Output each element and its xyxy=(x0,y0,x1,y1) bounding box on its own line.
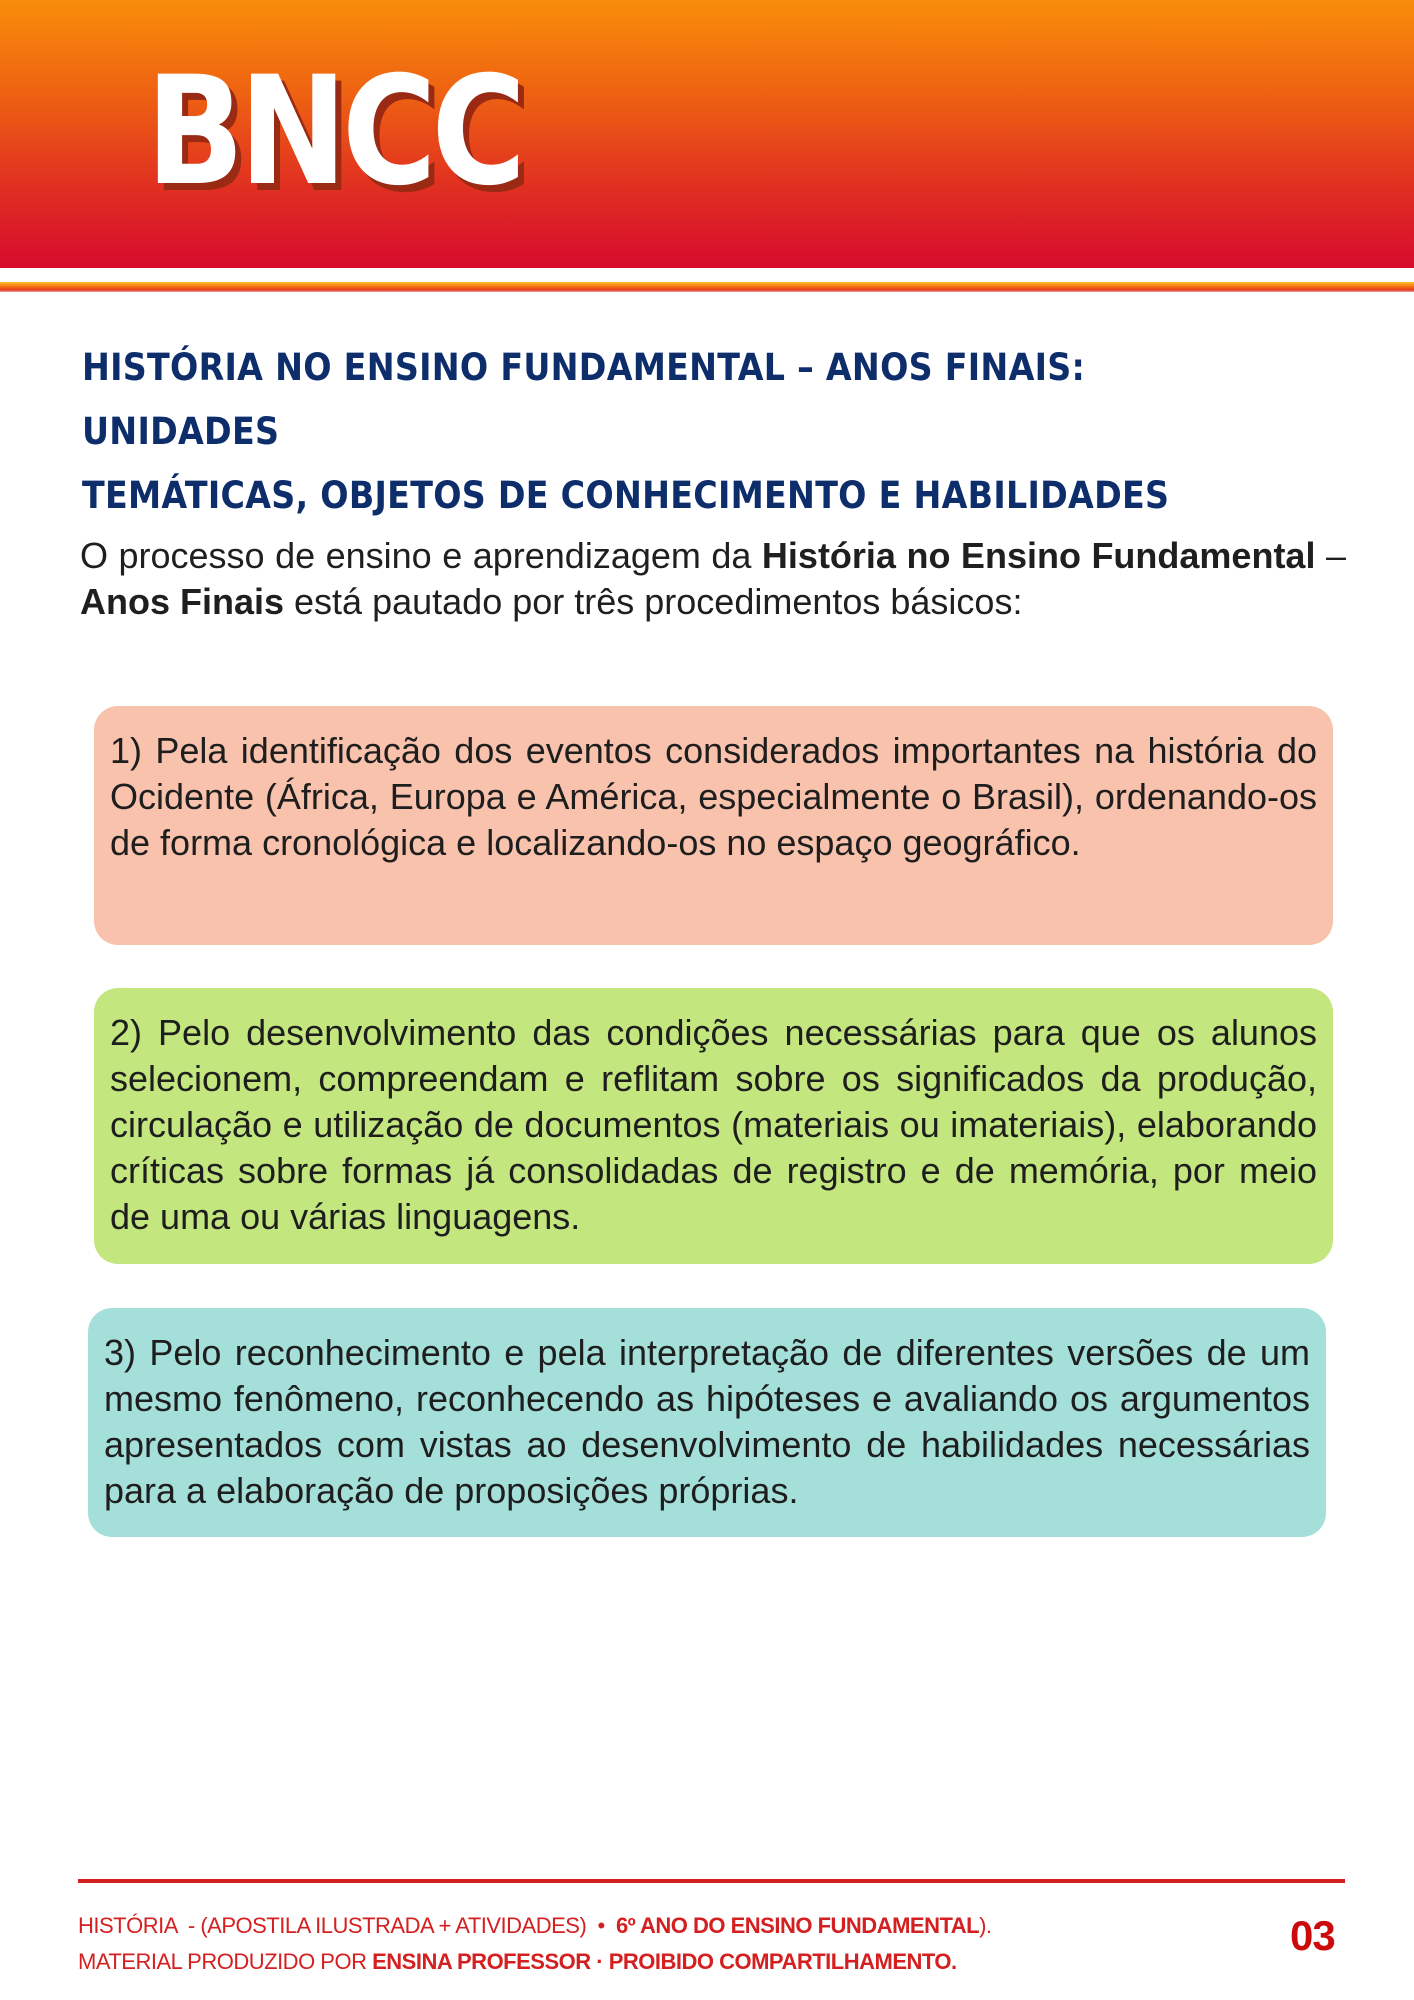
header-divider-white xyxy=(0,268,1414,282)
header-divider-stripe xyxy=(0,282,1414,292)
footer-grade: 6º ANO DO ENSINO FUNDAMENTAL xyxy=(615,1913,980,1938)
intro-text-2: – xyxy=(1315,535,1346,576)
intro-bold-2: Anos Finais xyxy=(80,581,285,622)
page-number: 03 xyxy=(1290,1912,1335,1959)
footer-line-2 xyxy=(78,1944,1228,1980)
intro-text-3: está pautado por três procedimentos básicos: xyxy=(284,581,1023,622)
footer-produced-by: MATERIAL PRODUZIDO POR xyxy=(78,1949,373,1974)
section-title-line-2: TEMÁTICAS, OBJETOS DE CONHECIMENTO E HABILIDADES xyxy=(82,474,1170,517)
intro-bold-1: História no Ensino Fundamental xyxy=(761,535,1316,576)
footer-publisher: ENSINA PROFESSOR · PROIBIDO COMPARTILHAMENTO. xyxy=(372,1949,957,1974)
intro-text-1: O processo de ensino e aprendizagem da xyxy=(80,535,762,576)
header-title: BNCC xyxy=(146,45,522,219)
procedure-text-3: 3) Pelo reconhecimento e pela interpretação de diferentes versões de um mesmo fenômeno, reconhecendo as hipóteses e avaliando os argumentos apresentados com vistas ao desenvolvimento de habilidades necessárias para a elaboração de proposições próprias. xyxy=(104,1332,1310,1511)
section-title xyxy=(82,336,1225,528)
footer-line-1 xyxy=(78,1908,1228,1944)
footer-divider xyxy=(78,1879,1345,1883)
procedure-card-1 xyxy=(94,706,1333,945)
procedure-text-1: 1) Pela identificação dos eventos considerados importantes na história do Ocidente (África, Europa e América, especialmente o Brasil), ordenando-os de forma cronológica e localizando-os no espaço geográfico. xyxy=(110,730,1317,863)
procedure-text-2: 2) Pelo desenvolvimento das condições necessárias para que os alunos selecionem, compreendam e reflitam sobre os significados da produção, circulação e utilização de documentos (materiais ou imateriais), elaborando críticas sobre formas já consolidadas de registro e de memória, por meio de uma ou várias linguagens. xyxy=(110,1012,1317,1237)
header-banner xyxy=(0,0,1414,268)
procedure-card-2 xyxy=(94,988,1333,1264)
footer-line-1-end: ). xyxy=(979,1913,992,1938)
intro-paragraph xyxy=(80,533,1346,625)
footer-credits xyxy=(78,1908,1228,1980)
footer-subject: HISTÓRIA - (APOSTILA ILUSTRADA + ATIVIDADES) • xyxy=(78,1913,616,1938)
procedure-card-3 xyxy=(88,1308,1326,1537)
section-title-line-1: HISTÓRIA NO ENSINO FUNDAMENTAL – ANOS FINAIS: UNIDADES xyxy=(82,346,1086,453)
